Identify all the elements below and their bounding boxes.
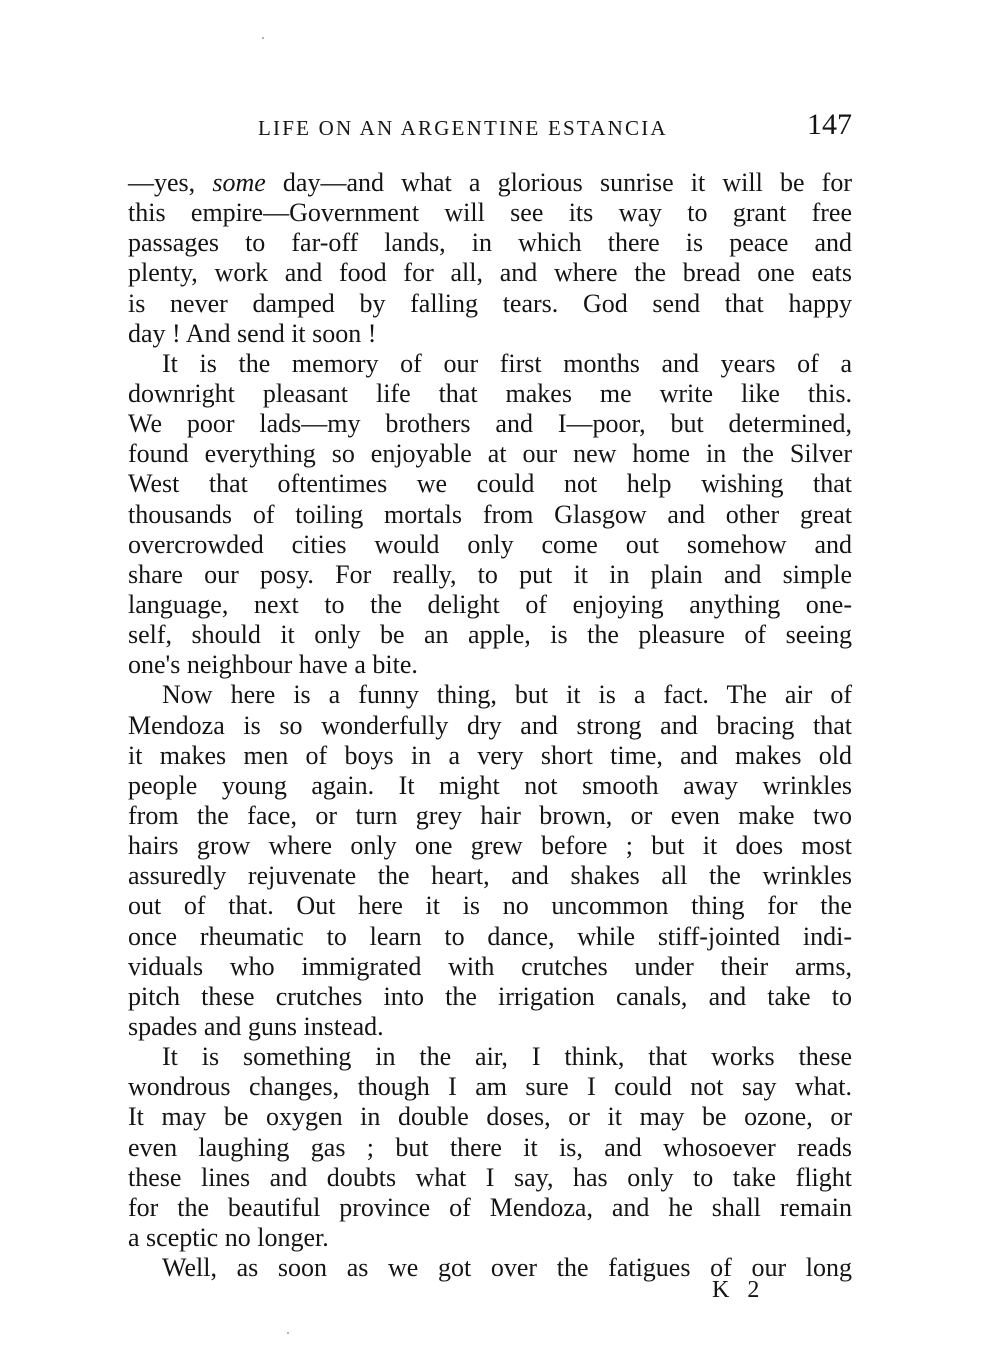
text-line: It is something in the air, I think, that works these — [162, 1042, 852, 1072]
text-line: people young again. It might not smooth away wrinkles — [128, 770, 852, 800]
text-line: these lines and doubts what I say, has only to take flight — [128, 1162, 852, 1192]
text-line: one's neighbour have a bite. — [128, 650, 418, 680]
text-line: it makes men of boys in a very short time, and makes old — [128, 740, 852, 770]
text-line: found everything so enjoyable at our new home in the Silver — [128, 439, 852, 469]
text-line: hairs grow where only one grew before ; but it does most — [128, 831, 852, 861]
text-line: passages to far-off lands, in which there is peace and — [128, 228, 852, 258]
paragraph — [128, 168, 852, 349]
speck-mark — [287, 1332, 289, 1334]
text-line: is never damped by falling tears. God send that happy — [128, 288, 852, 318]
text-line: out of that. Out here it is no uncommon thing for the — [128, 891, 852, 921]
text-line: Well, as soon as we got over the fatigues of our long — [162, 1253, 852, 1283]
speck-mark — [262, 37, 264, 39]
text-line: from the face, or turn grey hair brown, or even make two — [128, 800, 852, 830]
text-line: downright pleasant life that makes me write like this. — [128, 378, 852, 408]
text-segment: day—and what a glorious sunrise it will be for — [265, 168, 852, 197]
italic-word: some — [212, 168, 266, 197]
text-line: Now here is a funny thing, but it is a fact. The air of — [162, 680, 852, 710]
page-number: 147 — [807, 108, 852, 141]
text-line: assuredly rejuvenate the heart, and shakes all the wrinkles — [128, 861, 852, 891]
text-segment: —yes, — [128, 168, 213, 197]
text-line: language, next to the delight of enjoying anything one- — [128, 589, 852, 619]
text-line: self, should it only be an apple, is the pleasure of seeing — [128, 620, 852, 650]
running-head: LIFE ON AN ARGENTINE ESTANCIA — [258, 116, 668, 140]
text-line: plenty, work and food for all, and where the bread one eats — [128, 258, 852, 288]
text-line: a sceptic no longer. — [128, 1222, 329, 1252]
text-line: viduals who immigrated with crutches under their arms, — [128, 951, 852, 981]
text-line: spades and guns instead. — [128, 1011, 384, 1041]
text-line: It may be oxygen in double doses, or it may be ozone, or — [128, 1102, 852, 1132]
text-line: Mendoza is so wonderfully dry and strong and bracing that — [128, 710, 852, 740]
page-header — [130, 106, 852, 146]
text-line: once rheumatic to learn to dance, while stiff-jointed indi- — [128, 921, 852, 951]
body-text — [128, 168, 852, 1283]
text-line: this empire—Government will see its way to grant free — [128, 198, 852, 228]
text-line: even laughing gas ; but there it is, and whosoever reads — [128, 1132, 852, 1162]
text-line: pitch these crutches into the irrigation canals, and take to — [128, 981, 852, 1011]
text-line: overcrowded cities would only come out somehow and — [128, 529, 852, 559]
text-line — [128, 168, 852, 198]
text-line: West that oftentimes we could not help wishing that — [128, 469, 852, 499]
paragraph — [128, 680, 852, 1042]
text-line: thousands of toiling mortals from Glasgow and other great — [128, 499, 852, 529]
text-line: day ! And send it soon ! — [128, 318, 377, 348]
text-line: It is the memory of our first months and years of a — [162, 348, 852, 378]
text-line: We poor lads—my brothers and I—poor, but determined, — [128, 409, 852, 439]
signature-mark: K 2 — [712, 1277, 766, 1303]
text-line: for the beautiful province of Mendoza, and he shall remain — [128, 1192, 852, 1222]
text-line: wondrous changes, though I am sure I could not say what. — [128, 1072, 852, 1102]
paragraph — [128, 349, 852, 681]
text-line: share our posy. For really, to put it in plain and simple — [128, 559, 852, 589]
paragraph — [128, 1042, 852, 1253]
